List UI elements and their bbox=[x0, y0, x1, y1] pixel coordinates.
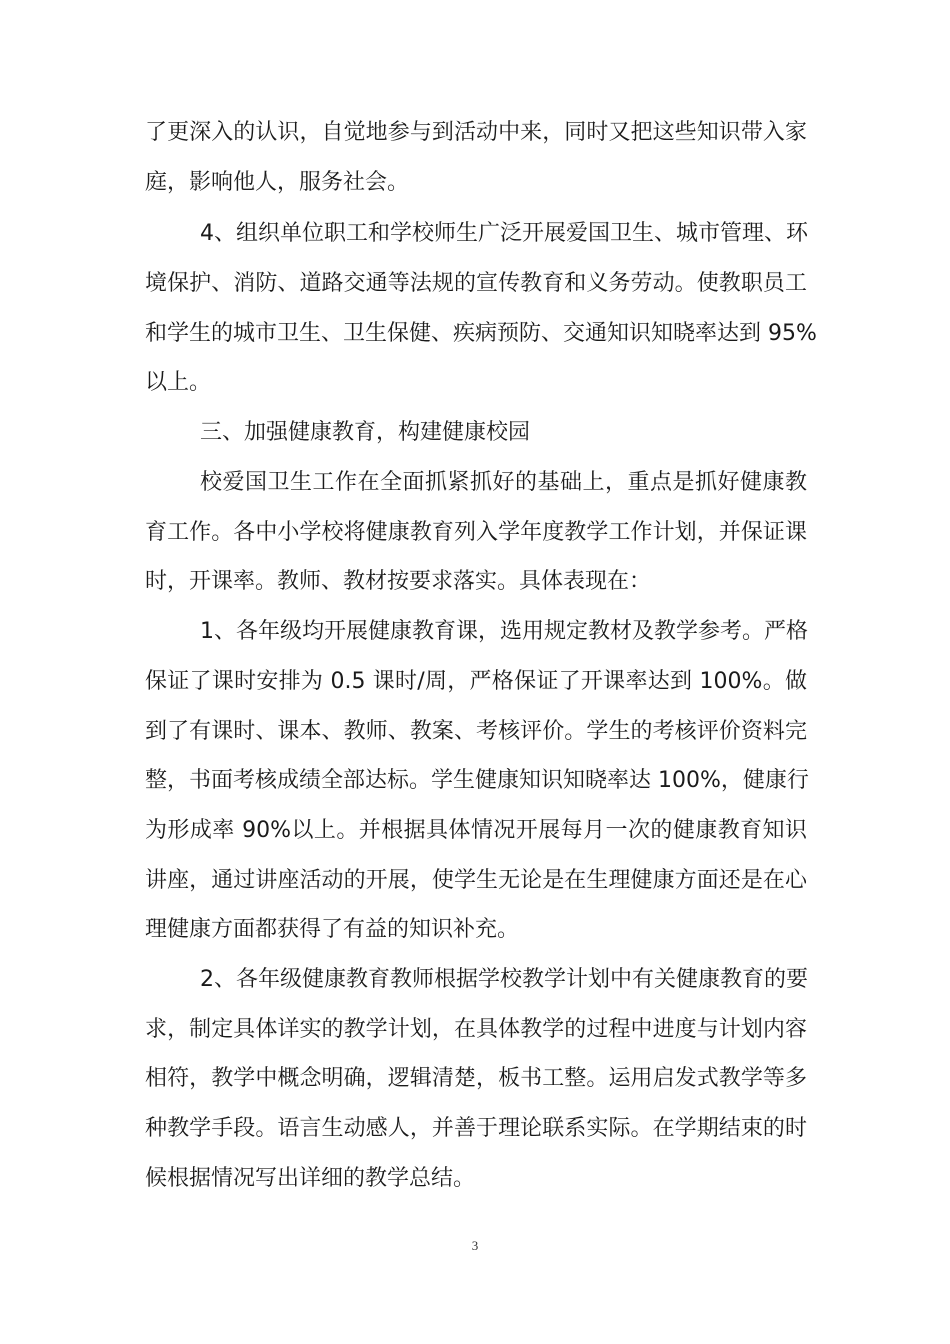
section-heading: 三、加强健康教育，构建健康校园 bbox=[200, 420, 531, 445]
paragraph-1-line-1: 了更深入的认识，自觉地参与到活动中来，同时又把这些知识带入家 bbox=[145, 120, 807, 145]
paragraph-5-line-3: 相符，教学中概念明确，逻辑清楚，板书工整。运用启发式教学等多 bbox=[145, 1066, 807, 1091]
paragraph-4-line-7: 理健康方面都获得了有益的知识补充。 bbox=[145, 917, 520, 942]
paragraph-5-line-5: 候根据情况写出详细的教学总结。 bbox=[145, 1166, 476, 1191]
paragraph-2-line-2: 境保护、消防、道路交通等法规的宣传教育和义务劳动。使教职员工 bbox=[145, 271, 807, 296]
page-number: 3 bbox=[471, 1238, 479, 1253]
paragraph-2-line-1: 4、组织单位职工和学校师生广泛开展爱国卫生、城市管理、环 bbox=[200, 221, 808, 246]
paragraph-4-line-6: 讲座，通过讲座活动的开展，使学生无论是在生理健康方面还是在心 bbox=[145, 868, 807, 893]
paragraph-3-line-3: 时，开课率。教师、教材按要求落实。具体表现在： bbox=[145, 569, 652, 594]
paragraph-2-line-4: 以上。 bbox=[145, 370, 212, 395]
paragraph-5-line-1: 2、各年级健康教育教师根据学校教学计划中有关健康教育的要 bbox=[200, 967, 808, 992]
paragraph-3-line-2: 育工作。各中小学校将健康教育列入学年度教学工作计划，并保证课 bbox=[145, 520, 807, 545]
paragraph-4-line-3: 到了有课时、课本、教师、教案、考核评价。学生的考核评价资料完 bbox=[145, 719, 807, 744]
paragraph-4-line-5: 为形成率 90%以上。并根据具体情况开展每月一次的健康教育知识 bbox=[145, 818, 807, 843]
paragraph-4-line-2: 保证了课时安排为 0.5 课时/周，严格保证了开课率达到 100%。做 bbox=[145, 669, 807, 694]
paragraph-3-line-1: 校爱国卫生工作在全面抓紧抓好的基础上，重点是抓好健康教 bbox=[200, 470, 807, 495]
paragraph-5-line-2: 求，制定具体详实的教学计划，在具体教学的过程中进度与计划内容 bbox=[145, 1017, 807, 1042]
paragraph-4-line-1: 1、各年级均开展健康教育课，选用规定教材及教学参考。严格 bbox=[200, 619, 808, 644]
paragraph-5-line-4: 种教学手段。语言生动感人，并善于理论联系实际。在学期结束的时 bbox=[145, 1116, 807, 1141]
paragraph-2-line-3: 和学生的城市卫生、卫生保健、疾病预防、交通知识知晓率达到 95% bbox=[145, 321, 817, 346]
paragraph-4-line-4: 整，书面考核成绩全部达标。学生健康知识知晓率达 100%，健康行 bbox=[145, 768, 809, 793]
paragraph-1-line-2: 庭，影响他人，服务社会。 bbox=[145, 170, 410, 195]
